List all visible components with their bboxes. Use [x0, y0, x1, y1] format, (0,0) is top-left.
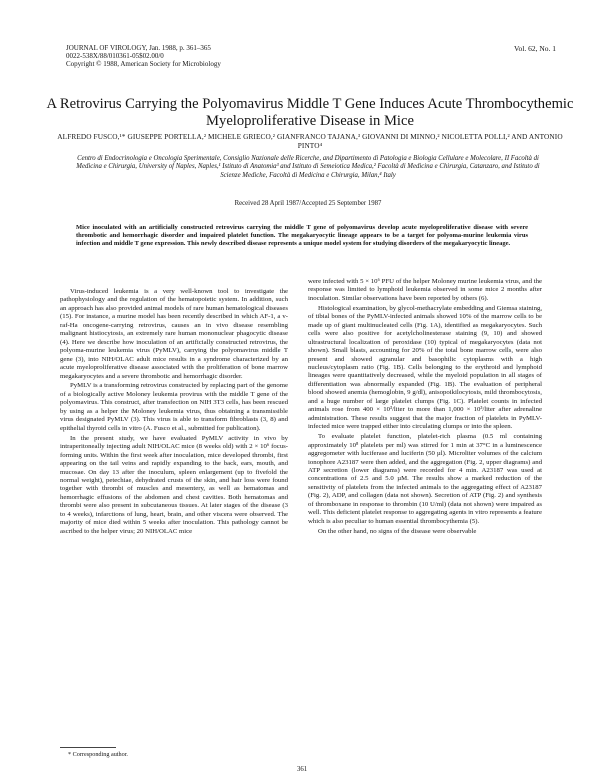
article-title: A Retrovirus Carrying the Polyomavirus Middle T Gene Induces Acute Thrombocythemic Myeloproliferative Disease in Mice — [46, 96, 574, 129]
paragraph: PyMLV is a transforming retrovirus constructed by replacing part of the genome of a biologically active Moloney leukemia provirus with the middle T gene of the polyomavirus. This construct, after transfection on NIH 3T3 cells, has been rescued by using as a helper the Moloney leukemia virus, thus obtaining a transmissible virus designated PyMLV (3). This virus is able to transform fibroblasts (3, 8) and epithelial thyroid cells in vitro (A. Fusco et al., submitted for publication). — [60, 382, 288, 432]
paragraph: Histological examination, by glycol-methacrylate embedding and Giemsa staining, of tibial bones of the PyMLV-infected animals showed 10% of the marrow cells to be made up of giant multinucleated cells (Fig. 1A), identified as megakaryocytes. Such cells were also positive for acetylcholinesterase staining (9, 10) and showed ultrastructural localization of peroxidase (10) typical of megakaryocytes (data not shown). Small blasts, accounting for 20% of the total bone marrow cells, were also present and showed agranular and basophilic cytoplasms with a high nucleus/cytoplasm ratio (Fig. 1B). Cells belonging to the erythroid and lymphoid lineages were quantitatively decreased, while the myeloid population in all stages of differentiation was abnormally expanded (Fig. 1B). The evaluation of peripheral blood showed anemia (hemoglobin, 9 g/dl), anisopoikilocytosis, mild thrombocytosis, and a huge number of large platelet clumps (Fig. 1C). Platelet counts in infected animals rose from 400 × 10³/liter to more than 1,000 × 10³/liter after adrenaline administration. These results suggest that the major fraction of platelets in PyMLV-infected mice were trapped either into circulating clumps or into the spleen. — [308, 304, 543, 431]
author-list: ALFREDO FUSCO,¹* GIUSEPPE PORTELLA,² MICHELE GRIECO,² GIANFRANCO TAJANA,³ GIOVANNI DI MINNO,² NICOLETTA POLLI,² AND ANTONIO PINTO⁴ — [57, 132, 563, 150]
paragraph: were infected with 5 × 10⁶ PFU of the helper Moloney murine leukemia virus, and the response was limited to lymphoid leukemia observed in some mice 2 months after inoculation. Similar observations have been reported by others (6). — [308, 278, 542, 302]
footnote-divider — [60, 747, 116, 748]
author-affiliations: Centro di Endocrinologia e Oncologia Sperimentale, Consiglio Nazionale delle Ricerche, and Dipartimento di Patologia e Biologia Cellulare e Molecolare, II Facoltà di Medicina e Chirurgia, University of Naples, Naples,¹ Istituto di Anatomia³ and Istituto di Semeiotica Medica,² Facoltà di Medicina e Chirurgia, Catanzaro, and Istituto di Scienze Mediche, Facoltà di Medicina e Chirurgia, Milan,⁴ Italy — [76, 155, 540, 179]
page-number: 361 — [297, 766, 308, 773]
paragraph: To evaluate platelet function, platelet-rich plasma (0.5 ml containing approximately 10⁸ platelets per ml) was stirred for 1 min at 37°C in a luminescence aggregometer with luciferase and luciferin (50 µl). Microliter volumes of the calcium ionophore A23187 were then added, and the aggregation (Fig. 2, upper diagrams) and ATP secretion (lower diagrams) were recorded for 4 min. A23187 was used at concentrations of 2.5 and 5.0 µM. The results show a marked reduction of the sensitivity of platelets from the infected animals to the aggregating effect of A23187 (Fig. 2), ADP, and collagen (data not shown). Secretion of ATP (Fig. 2) and synthesis of thromboxane in response to thrombin (10 U/ml) (data not shown) were impaired as well. This deficient platelet response to aggregating agents in vitro represents a feature which is also peculiar to human essential thrombocythemia (5). — [308, 433, 542, 525]
journal-citation: JOURNAL OF VIROLOGY, Jan. 1988, p. 361–365 — [66, 44, 211, 52]
volume-number: Vol. 62, No. 1 — [514, 44, 556, 53]
abstract: Mice inoculated with an artificially constructed retrovirus carrying the middle T gene of polyomavirus develop acute myeloproliferative disease with severe thrombotic and hemorrhagic disorder and impaired platelet function. The megakaryocytic lineage appears to be a target for polyoma-murine leukemia virus infection and middle T gene expression. This newly described disease represents a unique model system for studying disorders of the megakaryocytic lineage. — [76, 224, 528, 248]
journal-header — [66, 44, 326, 69]
footnote: * Corresponding author. — [68, 751, 128, 758]
paragraph: In the present study, we have evaluated PyMLV activity in vivo by intraperitoneally injecting adult NIH/OLAC mice (8 weeks old) with 2 × 10⁶ focus-forming units. Within the first week after inoculation, mice developed thrombi, first appearing on the tail veins and rapidly expanding to the back, ears, mouth, and mucosae. On day 13 after the inoculum, spleen enlargement (up to fivefold the normal weight), petechiae, dehydrated crusts of the skin, and hair loss were found together with thrombi of muscles and mesentery, as well as hematomas and hemorrhagic effusions of the abdomen and chest cavities. Both hematomas and thrombi were also present in subcutaneous tissues. At later stages of the disease (3 to 4 weeks), infarctions of lung, heart, brain, and other viscera were observed. The majority of mice died within 5 weeks after inoculation. This pathology cannot be ascribed to the helper virus; 20 NIH/OLAC mice — [60, 434, 288, 535]
paragraph: On the other hand, no signs of the disease were observable — [318, 527, 477, 535]
body-column-left — [60, 288, 288, 538]
body-column-right — [308, 278, 542, 538]
issn-code: 0022-538X/88/010361-05$02.00/0 — [66, 52, 164, 61]
copyright-notice: Copyright © 1988, American Society for Microbiology — [66, 60, 221, 69]
received-dates: Received 28 April 1987/Accepted 25 September 1987 — [234, 200, 382, 207]
paragraph: Virus-induced leukemia is a very well-known tool to investigate the pathophysiology and the regulation of the hematopoietic system. In addition, such an approach has also provided animal models of rare human hematological diseases (15). For instance, a murine model has been recently described in which AF-1, a v-raf-Ha oncogene-carrying retrovirus, causes an in vivo disease resembling malignant histiocytosis, an extremely rare human mononuclear phagocytic disease (4). Here we describe how inoculation of an artificially constructed retrovirus, the polyoma-murine leukemia virus (PyMLV), carrying the polyomavirus middle T gene (3), into NIH/OLAC adult mice results in a syndrome characterized by an acute myeloproliferative disease associated with the proliferation of bone marrow megakaryocytes and a severe thrombotic and hemorrhagic disorder. — [60, 288, 288, 380]
